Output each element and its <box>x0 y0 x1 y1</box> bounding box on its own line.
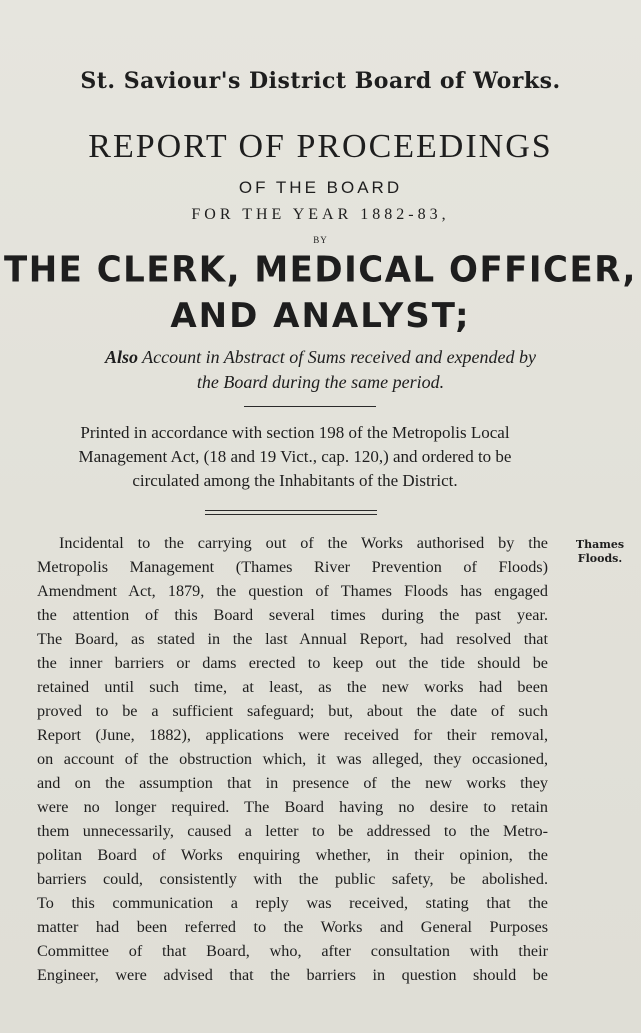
board-name-heading: St. Saviour's District Board of Works. <box>80 68 561 94</box>
of-the-board-subtitle: OF THE BOARD <box>238 178 403 197</box>
body-line: the attention of this Board several times during the past year. <box>37 606 548 624</box>
body-line: the inner barriers or dams erected to keep out the tide should be <box>37 654 548 672</box>
also-rest: Account in Abstract of Sums received and expended by <box>137 347 537 367</box>
body-line: politan Board of Works enquiring whether, in their opinion, the <box>37 846 548 864</box>
printed-notice-line: Management Act, (18 and 19 Vict., cap. 120,) and ordered to be <box>78 447 512 466</box>
body-line: Engineer, were advised that the barriers in question should be <box>37 966 548 984</box>
body-line: To this communication a reply was received, stating that the <box>37 894 548 912</box>
also-word: Also <box>104 347 138 367</box>
body-line: proved to be a sufficient safeguard; but, about the date of such <box>37 702 548 720</box>
divider-rule <box>244 406 376 407</box>
body-paragraph <box>37 531 548 987</box>
body-line: barriers could, consistently with the public safety, be abolished. <box>37 870 548 888</box>
double-rule-top <box>205 510 377 511</box>
body-line: matter had been referred to the Works and General Purposes <box>37 918 548 936</box>
body-line: retained until such time, at least, as the new works had been <box>37 678 548 696</box>
margin-note-thames-floods <box>565 538 635 566</box>
body-line: Report (June, 1882), applications were received for their removal, <box>37 726 548 744</box>
printed-notice-line: circulated among the Inhabitants of the District. <box>132 471 458 490</box>
body-line: Incidental to the carrying out of the Works authorised by the <box>59 534 548 552</box>
double-rule-bottom <box>205 514 377 515</box>
body-line: Amendment Act, 1879, the question of Thames Floods has engaged <box>37 582 548 600</box>
body-line: on account of the obstruction which, it was alleged, they occasioned, <box>37 750 548 768</box>
body-line: The Board, as stated in the last Annual Report, had resolved that <box>37 630 548 648</box>
by-label: BY <box>313 235 328 245</box>
body-line: were no longer required. The Board having no desire to retain <box>37 798 548 816</box>
also-account-line-2: the Board during the same period. <box>196 372 445 392</box>
margin-note-line: Floods. <box>577 552 623 565</box>
authors-line-1: THE CLERK, MEDICAL OFFICER, <box>4 249 637 291</box>
body-line: Metropolis Management (Thames River Prevention of Floods) <box>37 558 548 576</box>
body-line: and on the assumption that in presence of the new works they <box>37 774 548 792</box>
margin-note-line: Thames <box>575 538 625 551</box>
year-subtitle: FOR THE YEAR 1882-83, <box>191 206 450 223</box>
body-line: Committee of that Board, who, after consultation with their <box>37 942 548 960</box>
body-line: them unnecessarily, caused a letter to be addressed to the Metro- <box>37 822 548 840</box>
printed-notice <box>37 421 553 493</box>
also-account-line-1 <box>0 347 641 368</box>
report-title: REPORT OF PROCEEDINGS <box>88 128 553 165</box>
authors-line-2: AND ANALYST; <box>170 296 471 336</box>
printed-notice-line: Printed in accordance with section 198 of the Metropolis Local <box>80 423 510 442</box>
